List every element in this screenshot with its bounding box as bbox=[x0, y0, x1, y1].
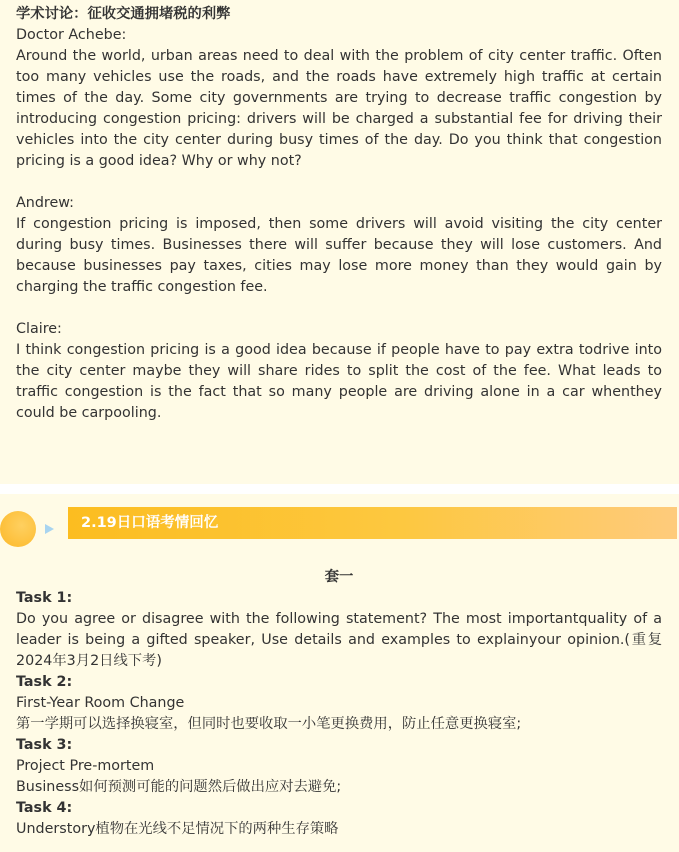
section-banner bbox=[68, 507, 677, 539]
task-label: Task 4: bbox=[16, 800, 73, 816]
task-label: Task 3: bbox=[16, 737, 73, 753]
speaking-section bbox=[0, 494, 679, 852]
task-list bbox=[16, 567, 662, 840]
student1-name: Andrew: bbox=[16, 195, 75, 211]
discussion-title: 学术讨论：征收交通拥堵税的利弊 bbox=[16, 6, 231, 22]
task-text: Business如何预测可能的问题然后做出应对去避免; bbox=[16, 779, 342, 795]
task-text: Project Pre-mortem bbox=[16, 758, 155, 774]
set-title: 套一 bbox=[324, 569, 354, 585]
task-2 bbox=[16, 672, 662, 735]
student2-name: Claire: bbox=[16, 321, 62, 337]
task-text: Understory植物在光线不足情况下的两种生存策略 bbox=[16, 821, 339, 837]
professor-text: Around the world, urban areas need to deal with the problem of city center traffic. Often too many vehicles use the roads, and the roads have extremely high traffic at certain times of the day. Some city governments are trying to decrease traffic congestion by introducing congestion pricing: drivers will be charged a substantial fee for driving their vehicles into the city center during busy times of the day. Do you think that congestion pricing is a good idea? Why or why not? bbox=[16, 48, 662, 169]
task-1 bbox=[16, 588, 662, 672]
task-text: Do you agree or disagree with the following statement? The most importantquality of a leader is being a gifted speaker, Use details and examples to explainyour opinion.(重复2024年3月2日线下考) bbox=[16, 611, 662, 669]
professor-name: Doctor Achebe: bbox=[16, 27, 127, 43]
student2-text: I think congestion pricing is a good idea because if people have to pay extra todrive into the city center maybe they will share rides to split the cost of the fee. What leads to traffic congestion is the fact that so many people are driving alone in a car whenthey could be carpooling. bbox=[16, 342, 662, 421]
task-text: First-Year Room Change bbox=[16, 695, 185, 711]
play-arrow-icon bbox=[45, 524, 54, 534]
task-label: Task 1: bbox=[16, 590, 73, 606]
student1-text: If congestion pricing is imposed, then some drivers will avoid visiting the city center during busy times. Businesses there will suffer because they will lose customers. And because businesses pay taxes, cities may lose more money than they would gain by charging the traffic congestion fee. bbox=[16, 216, 662, 295]
task-4 bbox=[16, 798, 662, 840]
task-text: 第一学期可以选择换寝室，但同时也要收取一小笔更换费用，防止任意更换寝室; bbox=[16, 716, 522, 732]
banner-title: 2.19日口语考情回忆 bbox=[81, 515, 219, 531]
decorative-circle-icon bbox=[0, 511, 36, 547]
task-label: Task 2: bbox=[16, 674, 73, 690]
task-3 bbox=[16, 735, 662, 798]
